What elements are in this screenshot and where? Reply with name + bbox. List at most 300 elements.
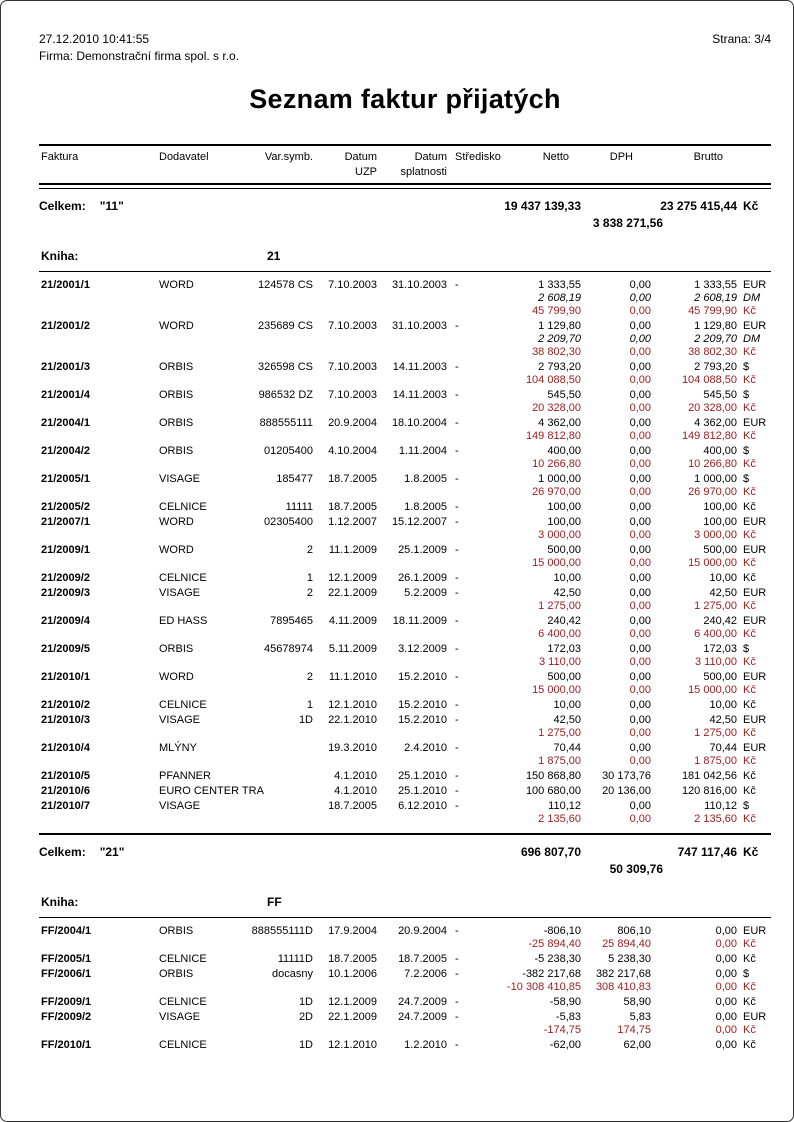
cell-stredisko: - bbox=[455, 389, 459, 401]
cell-stredisko bbox=[447, 981, 505, 994]
cell-brutto: 149 812,80 bbox=[681, 430, 737, 442]
cell-faktura: 21/2010/5 bbox=[41, 770, 90, 782]
amount-line bbox=[39, 981, 771, 994]
cell-netto: 1 333,55 bbox=[538, 279, 581, 291]
cell-brutto: 181 042,56 bbox=[681, 770, 737, 782]
cell-datum-splatnosti: 15.2.2010 bbox=[398, 714, 447, 726]
amount-line bbox=[39, 996, 771, 1009]
cell-datum-uzp bbox=[313, 292, 377, 305]
invoice-rows bbox=[39, 925, 771, 1052]
table-header bbox=[39, 144, 771, 189]
cell-varsymb bbox=[241, 755, 313, 768]
cell-netto: -5 238,30 bbox=[534, 953, 581, 965]
cell-dodavatel bbox=[149, 305, 241, 318]
cell-netto: 100 680,00 bbox=[525, 785, 581, 797]
cell-stredisko bbox=[447, 813, 505, 826]
cell-netto: 70,44 bbox=[553, 742, 581, 754]
cell-stredisko bbox=[447, 1024, 505, 1037]
cell-datum-uzp: 19.3.2010 bbox=[328, 742, 377, 754]
cell-datum-splatnosti: 24.7.2009 bbox=[398, 996, 447, 1008]
total-netto: 19 437 139,33 bbox=[504, 199, 581, 213]
cell-mena: EUR bbox=[743, 320, 767, 332]
cell-datum-uzp bbox=[313, 938, 377, 951]
cell-dodavatel: ORBIS bbox=[159, 445, 194, 457]
cell-datum-uzp bbox=[313, 981, 377, 994]
cell-faktura bbox=[39, 333, 149, 346]
cell-brutto: 45 799,90 bbox=[688, 305, 737, 317]
cell-dph: 0,00 bbox=[629, 361, 651, 373]
cell-brutto: 104 088,50 bbox=[681, 374, 737, 386]
cell-datum-uzp bbox=[313, 486, 377, 499]
cell-dodavatel bbox=[149, 628, 241, 641]
cell-dph: 0,00 bbox=[629, 402, 651, 414]
currency-spacer bbox=[737, 861, 771, 878]
cell-datum-splatnosti: 31.10.2003 bbox=[391, 279, 447, 291]
cell-stredisko: - bbox=[455, 925, 459, 937]
amount-line bbox=[39, 292, 771, 305]
book-section-heading bbox=[39, 895, 771, 918]
cell-dph: 0,00 bbox=[629, 305, 651, 317]
cell-dph: 0,00 bbox=[629, 755, 651, 767]
cell-faktura: 21/2009/5 bbox=[41, 643, 90, 655]
cell-stredisko: - bbox=[455, 671, 459, 683]
amount-line bbox=[39, 402, 771, 415]
cell-varsymb bbox=[241, 785, 313, 798]
cell-stredisko bbox=[447, 374, 505, 387]
cell-brutto: 26 970,00 bbox=[688, 486, 737, 498]
group-total-line-1 bbox=[39, 844, 771, 861]
col-header-dph: DPH bbox=[609, 151, 633, 163]
cell-datum-uzp: 12.1.2009 bbox=[328, 996, 377, 1008]
cell-brutto: 2 209,70 bbox=[694, 333, 737, 345]
cell-varsymb: 1D bbox=[298, 996, 313, 1008]
cell-netto: 10 266,80 bbox=[532, 458, 581, 470]
cell-mena: DM bbox=[743, 292, 761, 304]
cell-datum-uzp bbox=[313, 346, 377, 359]
cell-datum-splatnosti bbox=[377, 458, 447, 471]
cell-netto: 104 088,50 bbox=[525, 374, 581, 386]
cell-mena: Kč bbox=[743, 656, 756, 668]
cell-netto: -5,83 bbox=[555, 1011, 581, 1023]
cell-datum-splatnosti: 1.8.2005 bbox=[404, 473, 447, 485]
col-header-brutto: Brutto bbox=[693, 151, 723, 163]
cell-brutto: 10 266,80 bbox=[688, 458, 737, 470]
invoice-row bbox=[39, 417, 771, 443]
cell-varsymb bbox=[241, 628, 313, 641]
amount-line bbox=[39, 1024, 771, 1037]
cell-faktura bbox=[39, 529, 149, 542]
cell-brutto: 120 816,00 bbox=[681, 785, 737, 797]
cell-varsymb bbox=[241, 800, 313, 813]
cell-dodavatel bbox=[149, 1024, 241, 1037]
amount-line bbox=[39, 587, 771, 600]
cell-stredisko: - bbox=[455, 699, 459, 711]
total-label: Celkem: bbox=[39, 199, 86, 213]
cell-netto: -25 894,40 bbox=[528, 938, 581, 950]
cell-brutto: 0,00 bbox=[715, 1024, 737, 1036]
total-currency: Kč bbox=[743, 199, 759, 213]
cell-brutto: 1 275,00 bbox=[694, 600, 737, 612]
cell-varsymb: 2 bbox=[306, 587, 313, 599]
cell-dph: 5,83 bbox=[629, 1011, 651, 1023]
cell-mena: Kč bbox=[743, 374, 756, 386]
cell-brutto: 0,00 bbox=[715, 1039, 737, 1051]
invoice-row bbox=[39, 785, 771, 798]
cell-dodavatel bbox=[149, 529, 241, 542]
cell-brutto: 1 129,80 bbox=[694, 320, 737, 332]
cell-brutto: 0,00 bbox=[715, 981, 737, 993]
cell-datum-splatnosti bbox=[377, 402, 447, 415]
cell-varsymb bbox=[241, 813, 313, 826]
amount-line bbox=[39, 279, 771, 292]
book-heading-line bbox=[39, 895, 771, 911]
cell-dph: 0,00 bbox=[629, 742, 651, 754]
total-netto: 696 807,70 bbox=[520, 845, 581, 859]
cell-stredisko: - bbox=[455, 445, 459, 457]
cell-dph: 0,00 bbox=[629, 458, 651, 470]
cell-netto: 1 275,00 bbox=[538, 727, 581, 739]
amount-line bbox=[39, 684, 771, 697]
cell-varsymb bbox=[241, 333, 313, 346]
cell-dodavatel bbox=[149, 938, 241, 951]
amount-line bbox=[39, 628, 771, 641]
cell-mena: EUR bbox=[743, 925, 767, 937]
page-number: Strana: 3/4 bbox=[712, 32, 771, 46]
total-brutto: 747 117,46 bbox=[677, 845, 737, 859]
cell-datum-splatnosti: 6.12.2010 bbox=[398, 800, 447, 812]
divider bbox=[39, 917, 771, 918]
cell-datum-splatnosti: 1.11.2004 bbox=[398, 445, 447, 457]
cell-varsymb: 235689 CS bbox=[257, 320, 313, 332]
cell-varsymb bbox=[241, 430, 313, 443]
cell-varsymb bbox=[241, 770, 313, 783]
cell-varsymb bbox=[241, 305, 313, 318]
amount-line bbox=[39, 389, 771, 402]
cell-netto: 26 970,00 bbox=[532, 486, 581, 498]
cell-stredisko: - bbox=[455, 714, 459, 726]
cell-netto: 110,12 bbox=[548, 800, 581, 812]
cell-netto: 2 608,19 bbox=[538, 292, 581, 304]
group-total-line-2 bbox=[39, 861, 771, 878]
cell-datum-splatnosti bbox=[377, 529, 447, 542]
cell-brutto: 3 000,00 bbox=[694, 529, 737, 541]
cell-faktura bbox=[39, 727, 149, 740]
invoice-row bbox=[39, 643, 771, 669]
invoice-row bbox=[39, 320, 771, 359]
cell-faktura: 21/2010/3 bbox=[41, 714, 90, 726]
cell-brutto: 1 275,00 bbox=[694, 727, 737, 739]
cell-dph: 0,00 bbox=[629, 529, 651, 541]
cell-datum-uzp bbox=[313, 402, 377, 415]
cell-netto: 15 000,00 bbox=[532, 557, 581, 569]
cell-datum-uzp: 18.7.2005 bbox=[328, 953, 377, 965]
cell-dodavatel: CELNICE bbox=[159, 501, 207, 513]
cell-netto: 2 793,20 bbox=[538, 361, 581, 373]
cell-varsymb: 1D bbox=[298, 1039, 313, 1051]
cell-stredisko bbox=[447, 486, 505, 499]
cell-netto: 172,03 bbox=[547, 643, 581, 655]
cell-datum-splatnosti bbox=[377, 486, 447, 499]
cell-stredisko: - bbox=[455, 800, 459, 812]
cell-datum-splatnosti: 20.9.2004 bbox=[398, 925, 447, 937]
cell-faktura bbox=[39, 755, 149, 768]
cell-datum-uzp: 5.11.2009 bbox=[328, 643, 377, 655]
cell-datum-uzp: 22.1.2010 bbox=[328, 714, 377, 726]
cell-stredisko: - bbox=[455, 279, 459, 291]
cell-dodavatel: CELNICE bbox=[159, 953, 207, 965]
cell-brutto: 2 793,20 bbox=[694, 361, 737, 373]
cell-faktura bbox=[39, 600, 149, 613]
cell-datum-uzp: 12.1.2010 bbox=[328, 699, 377, 711]
cell-faktura bbox=[39, 430, 149, 443]
cell-dph: 0,00 bbox=[629, 292, 651, 304]
amount-line bbox=[39, 785, 771, 798]
cell-dph: 0,00 bbox=[629, 684, 651, 696]
cell-varsymb bbox=[241, 346, 313, 359]
total-brutto: 23 275 415,44 bbox=[660, 199, 737, 213]
cell-brutto: 1 875,00 bbox=[694, 755, 737, 767]
cell-datum-uzp: 4.1.2010 bbox=[334, 785, 377, 797]
cell-dodavatel bbox=[149, 981, 241, 994]
cell-brutto: 15 000,00 bbox=[688, 684, 737, 696]
cell-stredisko bbox=[447, 529, 505, 542]
cell-varsymb: 01205400 bbox=[264, 445, 313, 457]
cell-dph: 0,00 bbox=[629, 333, 651, 345]
cell-netto: -806,10 bbox=[543, 925, 581, 937]
cell-netto: 3 000,00 bbox=[538, 529, 581, 541]
cell-brutto: 10,00 bbox=[709, 699, 737, 711]
cell-dodavatel: ORBIS bbox=[159, 417, 194, 429]
cell-dph: 5 238,30 bbox=[608, 953, 651, 965]
cell-netto: 38 802,30 bbox=[532, 346, 581, 358]
cell-dph: 0,00 bbox=[629, 501, 651, 513]
cell-netto: 42,50 bbox=[553, 587, 581, 599]
cell-datum-uzp: 7.10.2003 bbox=[328, 389, 377, 401]
cell-datum-uzp: 20.9.2004 bbox=[328, 417, 377, 429]
cell-datum-splatnosti: 25.1.2010 bbox=[398, 770, 447, 782]
cell-datum-splatnosti bbox=[377, 813, 447, 826]
cell-mena: $ bbox=[743, 800, 750, 812]
cell-brutto: 0,00 bbox=[715, 953, 737, 965]
cell-brutto: 2 135,60 bbox=[694, 813, 737, 825]
cell-stredisko: - bbox=[455, 361, 459, 373]
cell-datum-splatnosti: 15.2.2010 bbox=[398, 699, 447, 711]
cell-varsymb bbox=[241, 981, 313, 994]
cell-datum-uzp bbox=[313, 557, 377, 570]
cell-mena: Kč bbox=[743, 996, 756, 1008]
cell-datum-uzp bbox=[313, 628, 377, 641]
report-title: Seznam faktur přijatých bbox=[249, 84, 561, 114]
cell-netto: 1 875,00 bbox=[538, 755, 581, 767]
cell-mena: EUR bbox=[743, 671, 767, 683]
invoice-row bbox=[39, 968, 771, 994]
cell-faktura bbox=[39, 486, 149, 499]
cell-datum-splatnosti: 15.12.2007 bbox=[391, 516, 447, 528]
cell-datum-splatnosti bbox=[377, 346, 447, 359]
cell-netto: 10,00 bbox=[553, 572, 581, 584]
invoice-row bbox=[39, 742, 771, 768]
cell-varsymb bbox=[241, 529, 313, 542]
cell-brutto: 1 333,55 bbox=[694, 279, 737, 291]
cell-datum-splatnosti bbox=[377, 684, 447, 697]
cell-faktura bbox=[39, 628, 149, 641]
cell-datum-splatnosti bbox=[377, 305, 447, 318]
cell-dodavatel bbox=[149, 684, 241, 697]
cell-varsymb bbox=[241, 402, 313, 415]
cell-brutto: 0,00 bbox=[715, 938, 737, 950]
cell-brutto: 0,00 bbox=[715, 996, 737, 1008]
brutto-spacer bbox=[651, 215, 737, 232]
cell-stredisko: - bbox=[455, 501, 459, 513]
cell-varsymb: 45678974 bbox=[264, 643, 313, 655]
cell-datum-uzp bbox=[313, 305, 377, 318]
cell-faktura bbox=[39, 938, 149, 951]
amount-line bbox=[39, 529, 771, 542]
cell-dodavatel: VISAGE bbox=[159, 473, 200, 485]
cell-dph: 0,00 bbox=[629, 473, 651, 485]
cell-dodavatel: MLÝNY bbox=[159, 742, 197, 754]
cell-stredisko bbox=[447, 755, 505, 768]
cell-faktura: 21/2005/1 bbox=[41, 473, 90, 485]
col-header-datum-splatnosti: Datum bbox=[414, 151, 447, 163]
cell-netto: -10 308 410,85 bbox=[506, 981, 581, 993]
amount-line bbox=[39, 600, 771, 613]
cell-mena: Kč bbox=[743, 557, 756, 569]
cell-netto: -382 217,68 bbox=[522, 968, 581, 980]
cell-datum-splatnosti: 24.7.2009 bbox=[398, 1011, 447, 1023]
cell-brutto: 20 328,00 bbox=[688, 402, 737, 414]
cell-datum-uzp bbox=[313, 600, 377, 613]
cell-dph: 0,00 bbox=[629, 374, 651, 386]
cell-faktura bbox=[39, 557, 149, 570]
cell-dph: 0,00 bbox=[629, 600, 651, 612]
book-label: Kniha: bbox=[41, 895, 79, 909]
cell-mena: DM bbox=[743, 333, 761, 345]
total-label: Celkem: bbox=[39, 845, 86, 859]
cell-dph: 0,00 bbox=[629, 445, 651, 457]
cell-datum-uzp: 22.1.2009 bbox=[328, 587, 377, 599]
cell-datum-splatnosti bbox=[377, 656, 447, 669]
cell-stredisko bbox=[447, 600, 505, 613]
cell-brutto: 0,00 bbox=[715, 968, 737, 980]
cell-dodavatel bbox=[149, 656, 241, 669]
cell-datum-uzp: 12.1.2009 bbox=[328, 572, 377, 584]
invoice-row bbox=[39, 925, 771, 951]
cell-varsymb bbox=[241, 727, 313, 740]
cell-dodavatel bbox=[149, 727, 241, 740]
total-key: "21" bbox=[99, 845, 125, 859]
invoice-row bbox=[39, 361, 771, 387]
amount-line bbox=[39, 486, 771, 499]
cell-mena: Kč bbox=[743, 785, 756, 797]
cell-datum-splatnosti: 1.2.2010 bbox=[404, 1039, 447, 1051]
cell-netto: 100,00 bbox=[547, 501, 581, 513]
cell-dodavatel: VISAGE bbox=[159, 587, 200, 599]
cell-datum-uzp: 17.9.2004 bbox=[328, 925, 377, 937]
cell-brutto: 100,00 bbox=[703, 501, 737, 513]
cell-faktura: 21/2010/7 bbox=[41, 800, 90, 812]
cell-dodavatel: ORBIS bbox=[159, 925, 194, 937]
cell-faktura: 21/2004/2 bbox=[41, 445, 90, 457]
cell-datum-uzp: 4.10.2004 bbox=[328, 445, 377, 457]
total-currency: Kč bbox=[743, 845, 759, 859]
cell-datum-splatnosti: 3.12.2009 bbox=[398, 643, 447, 655]
cell-datum-splatnosti: 25.1.2009 bbox=[398, 544, 447, 556]
cell-dph: 0,00 bbox=[629, 628, 651, 640]
cell-datum-uzp: 4.11.2009 bbox=[328, 615, 377, 627]
cell-dodavatel bbox=[149, 458, 241, 471]
cell-stredisko: - bbox=[455, 996, 459, 1008]
cell-varsymb: 2 bbox=[306, 544, 313, 556]
cell-dodavatel: CELNICE bbox=[159, 996, 207, 1008]
cell-mena: EUR bbox=[743, 279, 767, 291]
cell-varsymb: 185477 bbox=[276, 473, 313, 485]
cell-faktura bbox=[39, 1024, 149, 1037]
cell-dodavatel bbox=[149, 486, 241, 499]
cell-varsymb: 986532 DZ bbox=[258, 389, 313, 401]
cell-datum-splatnosti: 25.1.2010 bbox=[398, 785, 447, 797]
cell-faktura: 21/2007/1 bbox=[41, 516, 90, 528]
cell-dph: 0,00 bbox=[629, 430, 651, 442]
cell-faktura: FF/2004/1 bbox=[41, 925, 92, 937]
cell-stredisko: - bbox=[455, 953, 459, 965]
cell-faktura: 21/2001/4 bbox=[41, 389, 90, 401]
cell-mena: Kč bbox=[743, 1024, 756, 1036]
cell-datum-uzp: 4.1.2010 bbox=[334, 770, 377, 782]
amount-line bbox=[39, 671, 771, 684]
cell-stredisko: - bbox=[455, 1039, 459, 1051]
cell-dph: 0,00 bbox=[629, 727, 651, 739]
cell-datum-uzp: 18.7.2005 bbox=[328, 800, 377, 812]
cell-dph: 0,00 bbox=[629, 800, 651, 812]
cell-netto: -174,75 bbox=[543, 1024, 581, 1036]
cell-dph: 0,00 bbox=[629, 587, 651, 599]
cell-faktura: FF/2006/1 bbox=[41, 968, 92, 980]
cell-brutto: 400,00 bbox=[703, 445, 737, 457]
cell-datum-splatnosti: 18.7.2005 bbox=[398, 953, 447, 965]
cell-dph: 0,00 bbox=[629, 813, 651, 825]
cell-brutto: 500,00 bbox=[703, 544, 737, 556]
cell-dph: 25 894,40 bbox=[602, 938, 651, 950]
cell-brutto: 6 400,00 bbox=[694, 628, 737, 640]
cell-netto: 150 868,80 bbox=[525, 770, 581, 782]
cell-brutto: 15 000,00 bbox=[688, 557, 737, 569]
cell-mena: Kč bbox=[743, 529, 756, 541]
cell-mena: Kč bbox=[743, 813, 756, 825]
cell-dph: 0,00 bbox=[629, 279, 651, 291]
cell-dodavatel: VISAGE bbox=[159, 1011, 200, 1023]
cell-faktura: 21/2010/1 bbox=[41, 671, 90, 683]
cell-stredisko: - bbox=[455, 473, 459, 485]
amount-line bbox=[39, 656, 771, 669]
cell-netto: 3 110,00 bbox=[538, 656, 581, 668]
cell-dodavatel bbox=[149, 430, 241, 443]
cell-dph: 0,00 bbox=[629, 557, 651, 569]
cell-datum-uzp bbox=[313, 458, 377, 471]
cell-dph: 62,00 bbox=[623, 1039, 651, 1051]
cell-brutto: 545,50 bbox=[703, 389, 737, 401]
cell-varsymb: 7895465 bbox=[270, 615, 313, 627]
cell-mena: EUR bbox=[743, 417, 767, 429]
cell-dph: 20 136,00 bbox=[602, 785, 651, 797]
invoice-row bbox=[39, 572, 771, 585]
cell-datum-splatnosti: 18.10.2004 bbox=[391, 417, 447, 429]
cell-dodavatel: ORBIS bbox=[159, 361, 194, 373]
cell-stredisko: - bbox=[455, 785, 459, 797]
cell-dodavatel: EURO CENTER TRA bbox=[159, 785, 264, 797]
cell-dph: 0,00 bbox=[629, 714, 651, 726]
cell-netto: 500,00 bbox=[547, 544, 581, 556]
